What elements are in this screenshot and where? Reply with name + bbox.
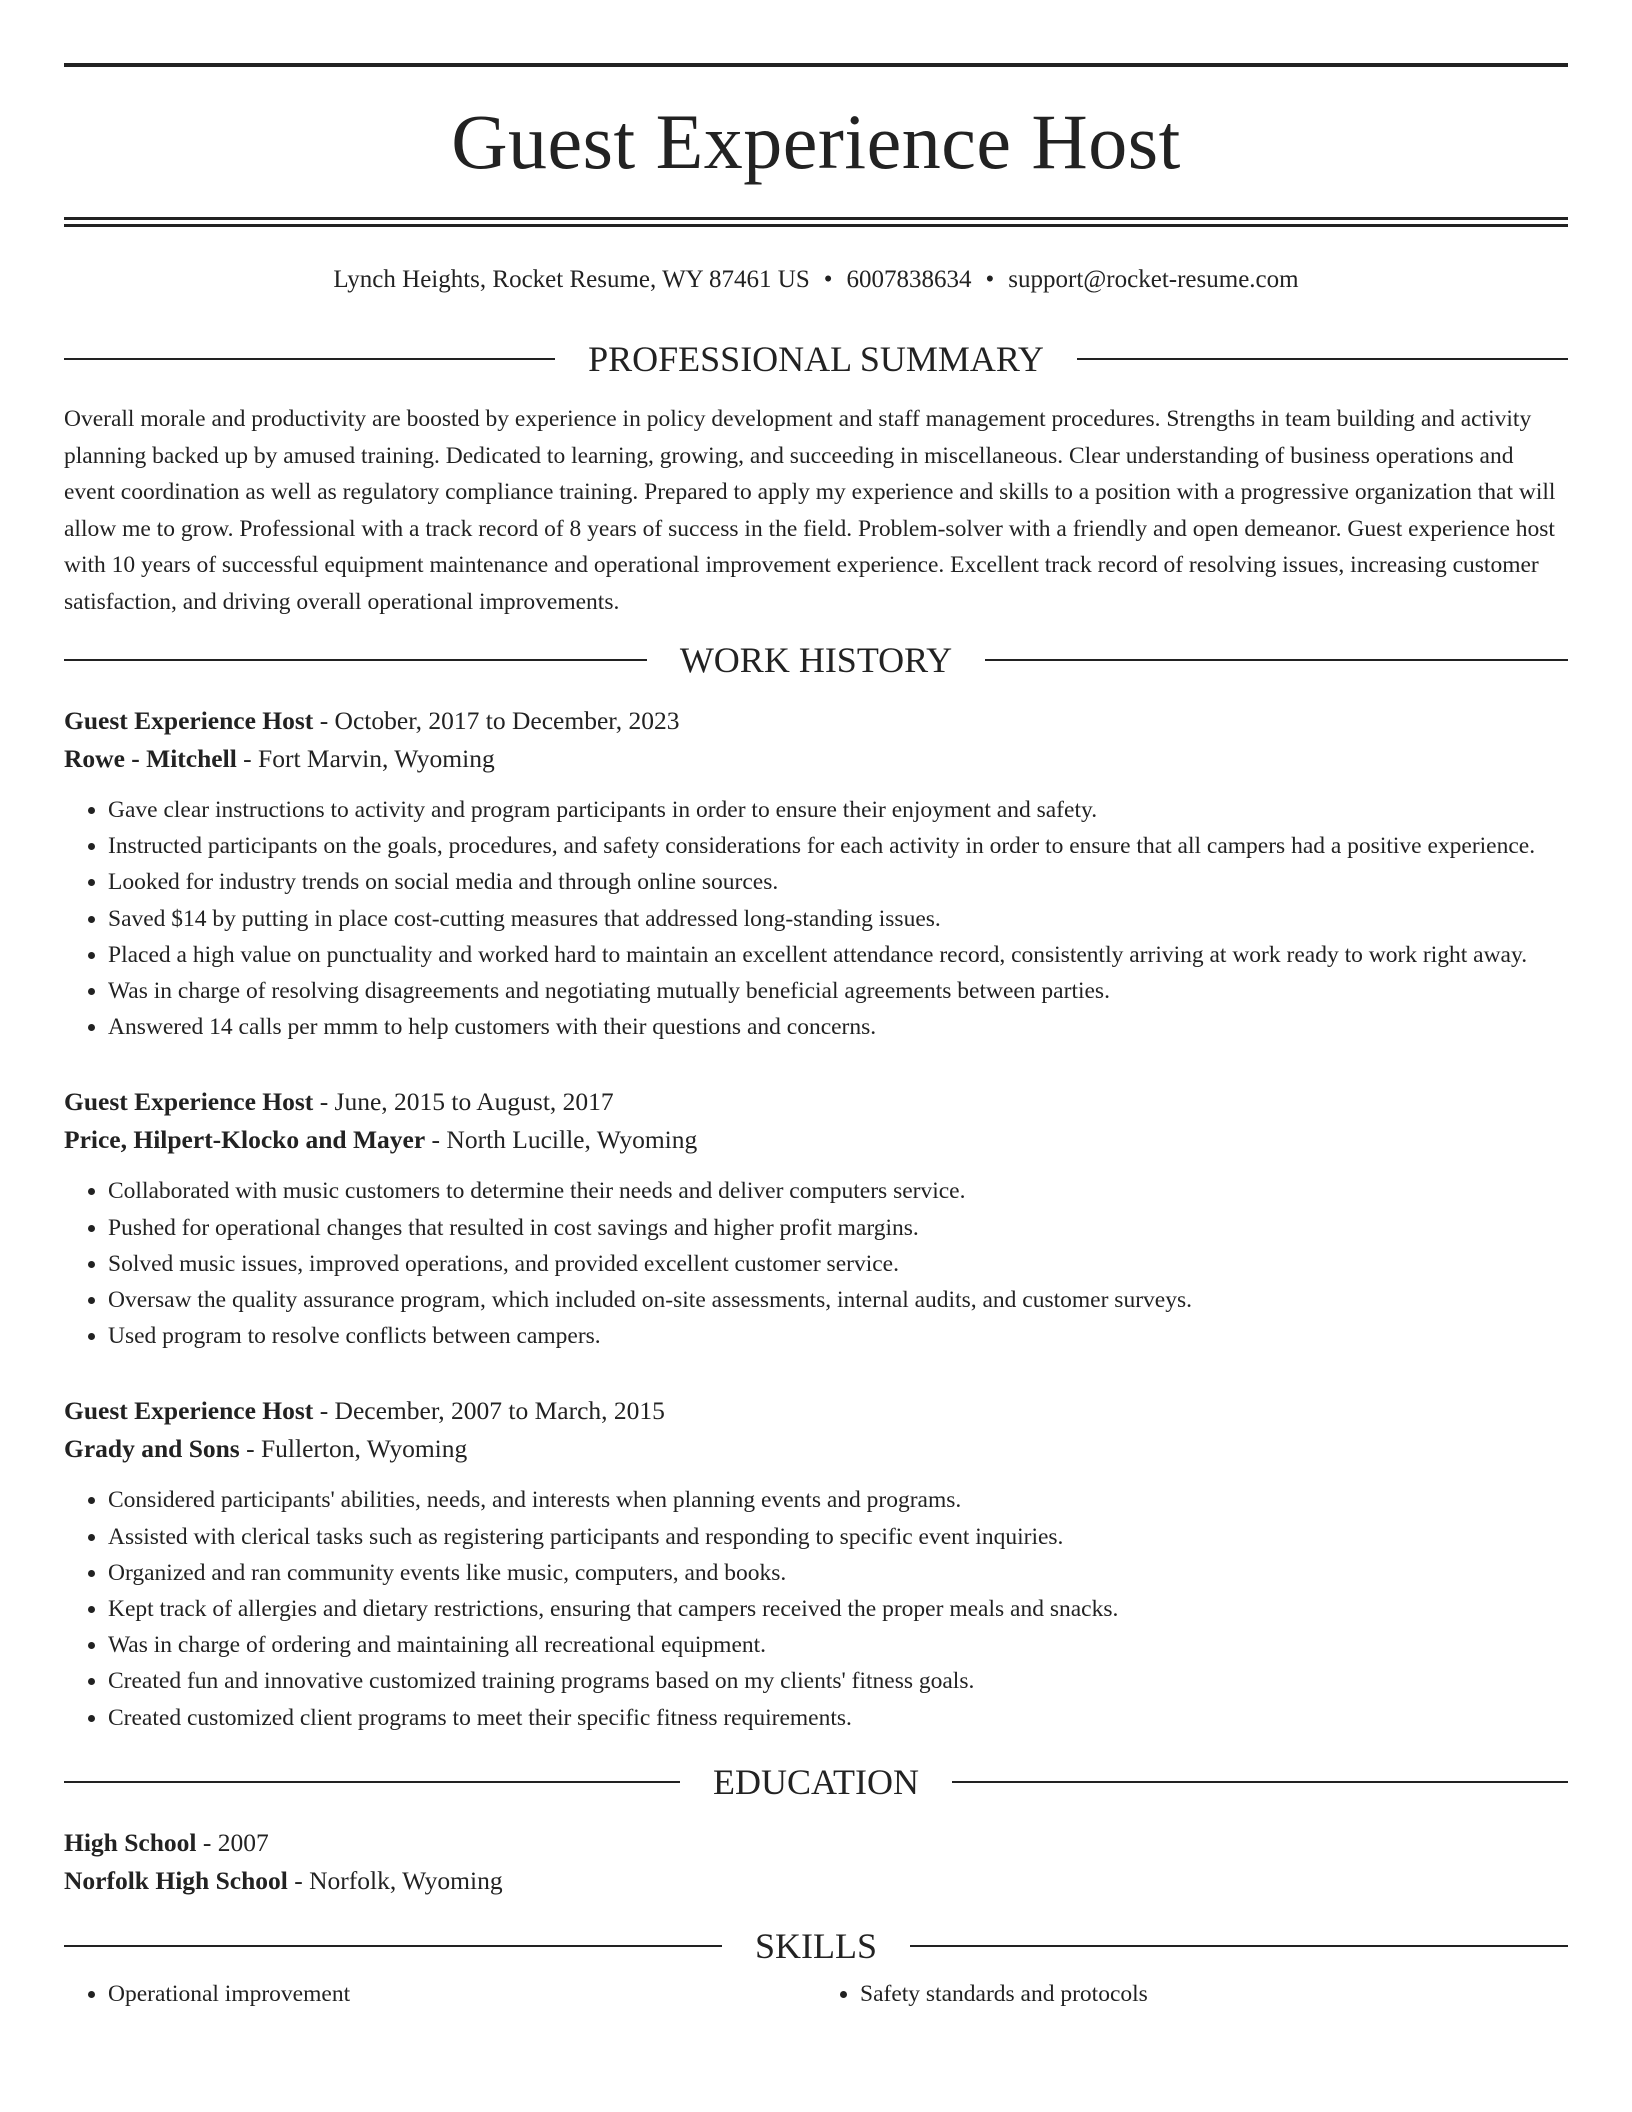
name-double-rule (64, 217, 1568, 227)
section-header-summary (64, 341, 1568, 377)
education-location: - Norfolk, Wyoming (287, 1865, 503, 1895)
education-school-line (64, 1862, 1568, 1900)
education-degree: High School (64, 1827, 197, 1857)
job-bullet: • Looked for industry trends on social media and through online sources. (108, 864, 1568, 900)
job-bullets (64, 1482, 1568, 1735)
job-dates: - December, 2007 to March, 2015 (313, 1396, 665, 1426)
skills-list-left (64, 1976, 816, 2012)
job-company-line (64, 740, 1568, 778)
job-bullets (64, 1173, 1568, 1354)
section-header-skills (64, 1925, 1568, 1966)
job-title-line (64, 702, 1568, 740)
job-bullet: • Considered participants' abilities, needs, and interests when planning events and programs. (108, 1482, 1568, 1518)
job-dates: - June, 2015 to August, 2017 (313, 1087, 614, 1117)
contact-separator: • (985, 266, 995, 293)
job-location: - Fullerton, Wyoming (239, 1434, 468, 1464)
work-history-list (64, 702, 1568, 1736)
education-degree-line (64, 1824, 1568, 1862)
section-rule-right (952, 1781, 1568, 1783)
job-title: Guest Experience Host (64, 706, 314, 735)
job-location: - North Lucille, Wyoming (425, 1125, 698, 1155)
job-entry (64, 1392, 1568, 1735)
job-title: Guest Experience Host (64, 1087, 314, 1117)
job-title-line (64, 1083, 1568, 1121)
job-bullet: • Created fun and innovative customized training programs based on my clients' fitness goals. (108, 1663, 1568, 1699)
job-company-line (64, 1430, 1568, 1468)
job-dates: - October, 2017 to December, 2023 (313, 706, 680, 735)
job-bullet: • Placed a high value on punctuality and worked hard to maintain an excellent attendance record, consistently arriving at work ready to work right away. (108, 937, 1568, 973)
education-school: Norfolk High School (64, 1865, 288, 1895)
job-bullet: • Gave clear instructions to activity and program participants in order to ensure their enjoyment and safety. (108, 792, 1568, 828)
section-rule-right (1077, 358, 1568, 360)
education-year: - 2007 (196, 1827, 269, 1857)
job-title-line (64, 1392, 1568, 1430)
job-entry (64, 1083, 1568, 1354)
job-company: Price, Hilpert-Klocko and Mayer (64, 1125, 426, 1155)
skills-columns (64, 1964, 1568, 2012)
job-bullet: • Was in charge of resolving disagreements and negotiating mutually beneficial agreements between parties. (108, 973, 1568, 1009)
professional-summary: Overall morale and productivity are boosted by experience in policy development and staff management procedures. Strengths in team building and activity planning backed up by amused training. Dedicated to learning, growing, and succeeding in miscellaneous. Clear understanding of business operations and event coordination as well as regulatory compliance training. Prepared to apply my experience and skills to a position with a progressive organization that will allow me to grow. Professional with a track record of 8 years of success in the field. Problem-solver with a friendly and open demeanor. Guest experience host with 10 years of successful equipment maintenance and operational improvement experience. Excellent track record of resolving issues, increasing customer satisfaction, and driving overall operational improvements. (64, 406, 1556, 615)
contact-separator: • (823, 266, 833, 293)
section-title-skills: SKILLS (755, 1925, 878, 1966)
section-title-work: WORK HISTORY (679, 640, 953, 680)
job-bullet: • Oversaw the quality assurance program, which included on-site assessments, internal audits, and customer surveys. (108, 1282, 1568, 1318)
section-title-education: EDUCATION (713, 1761, 919, 1802)
section-rule-left (64, 358, 555, 360)
job-company: Grady and Sons (64, 1434, 240, 1464)
job-company-line (64, 1121, 1568, 1159)
skill-item: • Operational improvement (108, 1976, 816, 2012)
candidate-name: Guest Experience Host (451, 98, 1181, 185)
contact-address: Lynch Heights, Rocket Resume, WY 87461 US (333, 266, 810, 293)
job-bullet: • Was in charge of ordering and maintaining all recreational equipment. (108, 1627, 1568, 1663)
job-bullet: • Answered 14 calls per mmm to help customers with their questions and concerns. (108, 1009, 1568, 1045)
job-bullet: • Created customized client programs to meet their specific fitness requirements. (108, 1700, 1568, 1736)
job-bullet: • Kept track of allergies and dietary restrictions, ensuring that campers received the proper meals and snacks. (108, 1591, 1568, 1627)
job-bullet: • Saved $14 by putting in place cost-cutting measures that addressed long-standing issues. (108, 901, 1568, 937)
education-entry (64, 1824, 1568, 1900)
section-rule-left (64, 1945, 722, 1947)
section-rule-left (64, 659, 647, 661)
job-bullet: • Collaborated with music customers to determine their needs and deliver computers service. (108, 1173, 1568, 1209)
section-rule-right (985, 659, 1568, 661)
job-bullet: • Used program to resolve conflicts between campers. (108, 1318, 1568, 1354)
job-bullet: • Assisted with clerical tasks such as registering participants and responding to specific event inquiries. (108, 1519, 1568, 1555)
job-company: Rowe - Mitchell (64, 744, 237, 773)
section-header-education (64, 1761, 1568, 1802)
job-bullet: • Instructed participants on the goals, procedures, and safety considerations for each activity in order to ensure that all campers had a positive experience. (108, 828, 1568, 864)
skill-item: • Safety standards and protocols (860, 1976, 1568, 2012)
contact-phone: 6007838634 (846, 266, 972, 293)
job-bullet: • Solved music issues, improved operations, and provided excellent customer service. (108, 1246, 1568, 1282)
contact-line (64, 265, 1568, 295)
skills-list-right (816, 1976, 1568, 2012)
contact-email: support@rocket-resume.com (1008, 266, 1299, 293)
job-entry (64, 702, 1568, 1045)
job-title: Guest Experience Host (64, 1396, 314, 1426)
job-bullet: • Pushed for operational changes that resulted in cost savings and higher profit margins. (108, 1210, 1568, 1246)
section-title-summary: PROFESSIONAL SUMMARY (588, 339, 1044, 379)
resume-page (64, 0, 1568, 2012)
job-bullets (64, 792, 1568, 1045)
section-rule-left (64, 1781, 680, 1783)
job-bullet: • Organized and ran community events like music, computers, and books. (108, 1555, 1568, 1591)
job-location: - Fort Marvin, Wyoming (236, 744, 495, 773)
section-header-work (64, 642, 1568, 678)
section-rule-right (910, 1945, 1568, 1947)
